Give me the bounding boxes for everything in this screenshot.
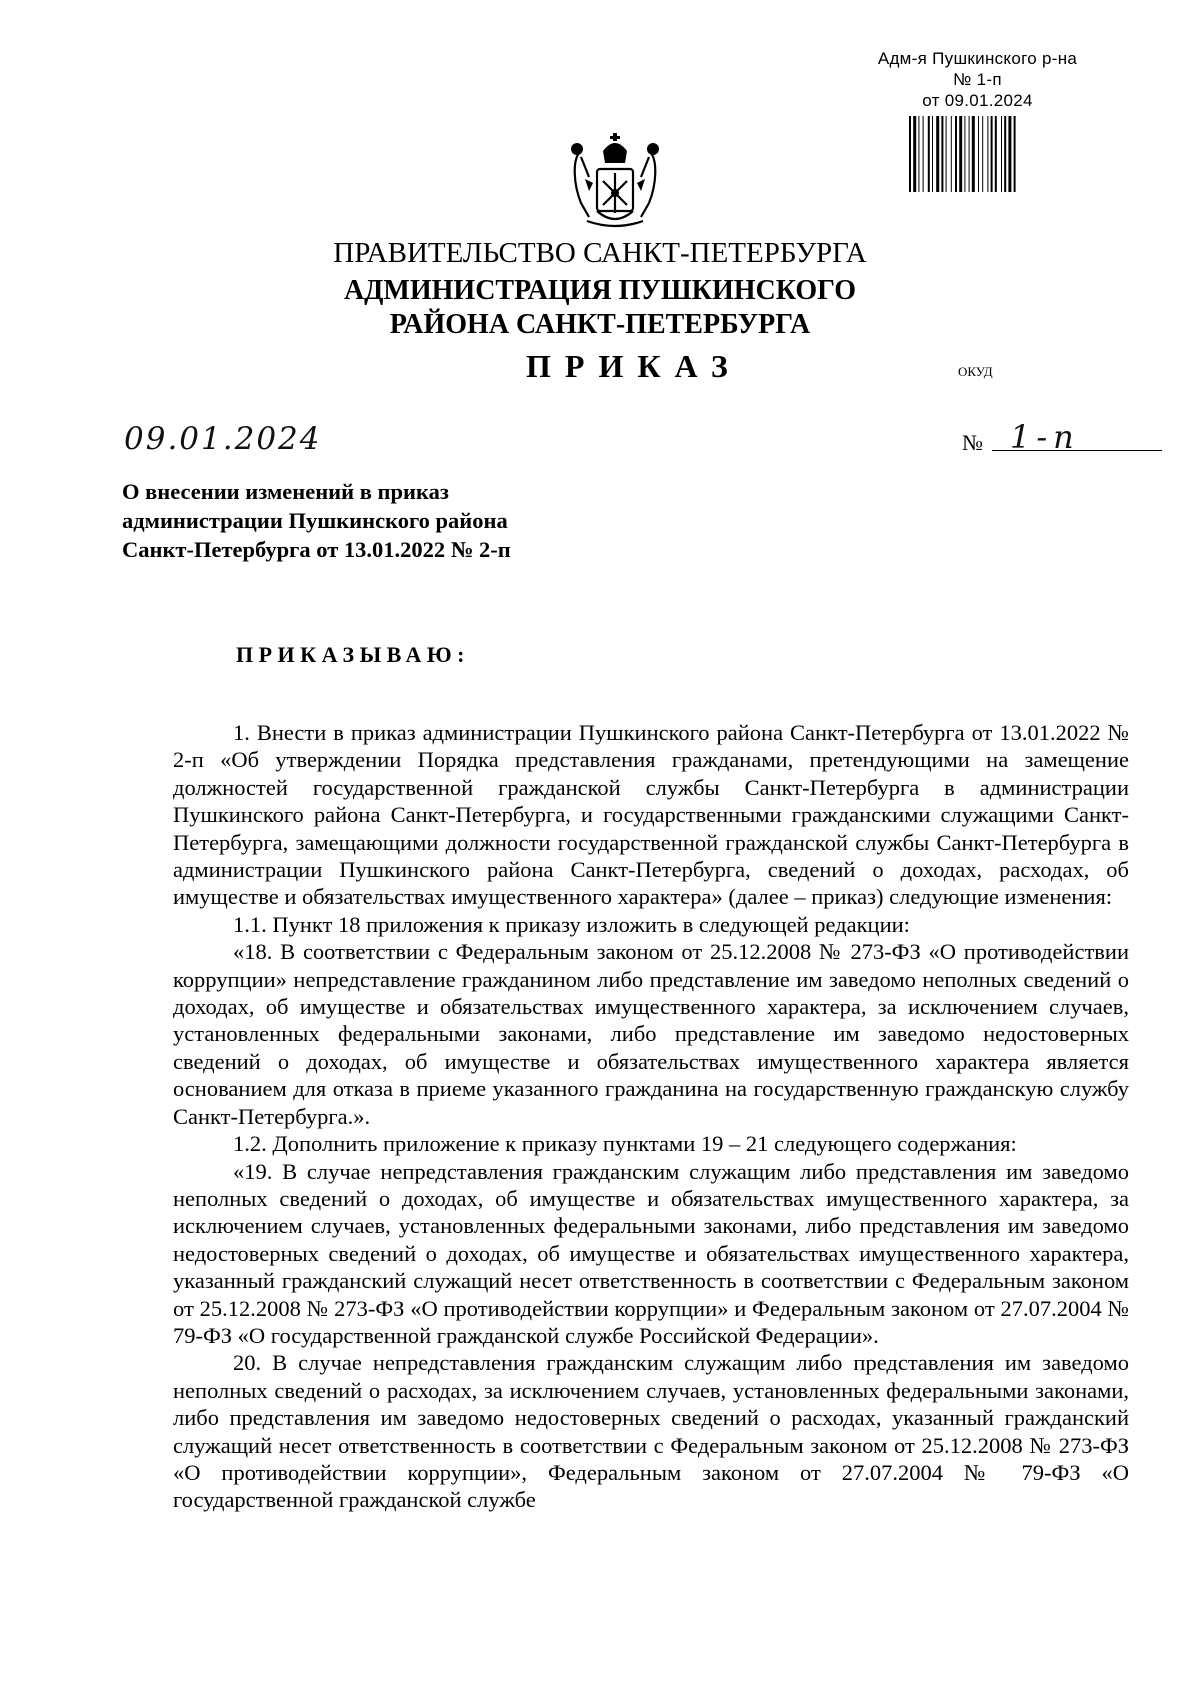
barcode-bar	[969, 116, 970, 192]
paragraph-1-1: 1.1. Пункт 18 приложения к приказу изложить в следующей редакции:	[233, 911, 910, 937]
barcode-bar	[987, 116, 988, 192]
barcode-bar	[978, 116, 979, 192]
barcode-bar	[991, 116, 993, 192]
coat-of-arms-icon	[567, 133, 663, 231]
barcode-bar	[972, 116, 975, 192]
barcode-bar	[936, 116, 939, 192]
paragraph-1: 1. Внести в приказ администрации Пушкинского района Санкт-Петербурга от 13.01.2022 № 2-п «Об утверждении Порядка представления гражданами, претендующими на замещение должностей государственной гражданской службы Санкт-Петербурга в администрации Пушкинского района Санкт-Петербурга, и государственными гражданскими служащими Санкт-Петербурга, замещающими должности государственной гражданской службы Санкт-Петербурга в администрации Пушкинского района Санкт-Петербурга, сведений о доходах, расходах, об имуществе и обязательствах имущественного характера» (далее – приказ) следующие изменения:	[173, 720, 1129, 910]
order-directive: ПРИКАЗЫВАЮ:	[236, 642, 470, 667]
barcode-bar	[941, 116, 943, 192]
paragraph-1-2: 1.2. Дополнить приложение к приказу пунктами 19 – 21 следующего содержания:	[233, 1131, 1017, 1157]
stamp-date: от 09.01.2024	[922, 91, 1033, 110]
subject-line1: О внесении изменений в приказ	[122, 479, 449, 504]
administration-title-line2: РАЙОНА САНКТ-ПЕТЕРБУРГА	[389, 309, 811, 340]
administration-title	[0, 274, 1200, 342]
handwritten-date: 09.01.2024	[124, 421, 322, 457]
barcode-bar	[923, 116, 924, 192]
subject-line3: Санкт-Петербурга от 13.01.2022 № 2-п	[122, 537, 511, 562]
stamp-number: № 1-п	[953, 70, 1002, 89]
barcode-bar	[928, 116, 930, 192]
barcode-bar	[932, 116, 933, 192]
number-label: №	[962, 430, 983, 455]
barcode-bar	[951, 116, 952, 192]
barcode-bar	[955, 116, 957, 192]
barcode-bar	[1014, 116, 1016, 192]
handwritten-number: 1-п	[1010, 418, 1080, 456]
barcode-bar	[1008, 116, 1011, 192]
barcode-bar	[995, 116, 997, 192]
paragraph-20: 20. В случае непредставления гражданским служащим либо представления им заведомо неполных сведений о расходах, за исключением случаев, установленных федеральными законами, либо представления им заведомо недостоверных сведений о расходах, указанный гражданский служащий несет ответственность в соответствии с Федеральным законом от 25.12.2008 № 273-ФЗ «О противодействии коррупции», Федеральным законом от 27.07.2004 № 79-ФЗ «О государственной гражданской службе	[173, 1350, 1129, 1513]
barcode-bar	[909, 116, 911, 192]
stamp-office: Адм-я Пушкинского р-на	[877, 49, 1078, 68]
barcode-bar	[982, 116, 983, 192]
barcode-bar	[1001, 116, 1002, 192]
paragraph-19: «19. В случае непредставления гражданским служащим либо представления им заведомо неполных сведений о доходах, об имуществе и обязательствах имущественного характера, за исключением случаев, установленных федеральными законами, либо представления им заведомо недостоверных сведений о доходах, об имуществе и обязательствах имущественного характера, указанный гражданский служащий несет ответственность в соответствии с Федеральным законом от 25.12.2008 № 273-ФЗ «О противодействии коррупции» и Федеральным законом от 27.07.2004 № 79-ФЗ «О государственной гражданской службе Российской Федерации».	[173, 1158, 1129, 1348]
registration-stamp	[865, 48, 1090, 111]
barcode	[908, 116, 1066, 192]
order-subject	[122, 477, 642, 564]
barcode-bar	[1004, 116, 1006, 192]
barcode-bar	[946, 116, 947, 192]
administration-title-line1: АДМИНИСТРАЦИЯ ПУШКИНСКОГО	[343, 275, 857, 306]
barcode-bar	[913, 116, 916, 192]
order-body	[173, 719, 1129, 1514]
subject-line2: администрации Пушкинского района	[122, 508, 508, 533]
paragraph-18: «18. В соответствии с Федеральным законом от 25.12.2008 № 273-ФЗ «О противодействии коррупции» непредставление гражданином либо представление им заведомо неполных сведений о доходах, об имуществе и обязательствах имущественного характера, за исключением случаев, установленных федеральными законами, либо представление им заведомо недостоверных сведений о доходах, об имуществе и обязательствах имущественного характера является основанием для отказа в приеме указанного гражданина на государственную гражданскую службу Санкт-Петербурга.».	[173, 939, 1129, 1129]
government-title: ПРАВИТЕЛЬСТВО САНКТ-ПЕТЕРБУРГА	[333, 237, 867, 269]
barcode-bar	[918, 116, 919, 192]
barcode-bar	[959, 116, 962, 192]
document-type: ПРИКАЗ	[526, 348, 742, 384]
okud-label: ОКУД	[958, 364, 993, 379]
barcode-bar	[964, 116, 965, 192]
